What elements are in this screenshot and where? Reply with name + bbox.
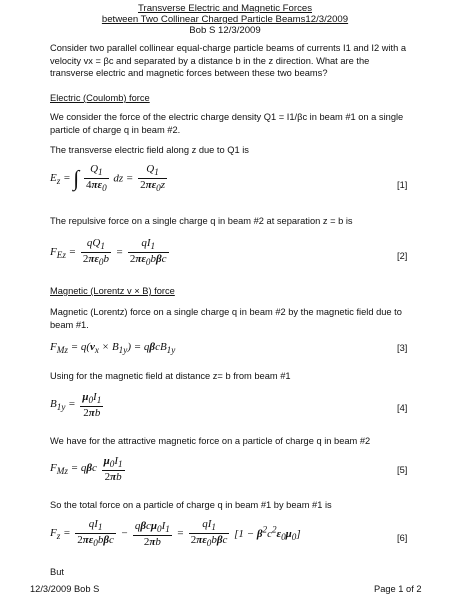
- equation-4-number: [4]: [397, 403, 408, 413]
- equation-1-number: [1]: [397, 180, 408, 190]
- equation-6-number: [6]: [397, 533, 408, 543]
- equation-5-number: [5]: [397, 465, 408, 475]
- equation-1: $E_z$ = ∫ $\frac{Q_1}{4\pi\varepsilon_0}$ dz = $\frac{Q_1}{2\pi\varepsilon_0z}$: [50, 163, 165, 194]
- electric-paragraph-3: The repulsive force on a single charge q in beam #2 at separation z = b is: [50, 216, 353, 226]
- title-line-1: Transverse Electric and Magnetic Forces: [138, 3, 312, 14]
- title-line-2: between Two Collinear Charged Particle Beams12/3/2009: [101, 14, 349, 25]
- but-paragraph: But: [50, 567, 64, 577]
- equation-4: $B_{1y}$ = $\frac{\mu_0I_1}{2\pi b}$: [50, 391, 102, 420]
- equation-3: $F_{Mz} = q(v_x \times B_{1y}) = q\beta cB_{1y}$: [50, 341, 176, 356]
- magnetic-paragraph-1: Magnetic (Lorentz) force on a single charge q in beam #2 by the magnetic field due to beam #1.: [50, 307, 402, 330]
- author-line: Bob S 12/3/2009: [189, 25, 261, 36]
- equation-6: $F_z$ = $\frac{qI_1}{2\pi\varepsilon_0b\beta c}$ − $\frac{q\beta c\mu_0I_1}{2\pi b}$ = $\frac{qI_1}{2\pi\varepsilon_0b\beta c}$ $[1 - \beta^2c^2\varepsilon_0\mu_0]$: [50, 518, 301, 549]
- footer-page-number: Page 1 of 2: [374, 584, 422, 594]
- equation-5: $F_{Mz} = q\beta c$ $\frac{\mu_0I_1}{2\pi b}$: [50, 455, 123, 484]
- equation-2: $F_{Ez}$ = $\frac{qQ_1}{2\pi\varepsilon_0b}$ = $\frac{qI_1}{2\pi\varepsilon_0b\beta c}$: [50, 237, 167, 268]
- electric-paragraph-2: The transverse electric field along z due to Q1 is: [50, 145, 249, 155]
- magnetic-paragraph-2: Using for the magnetic field at distance z= b from beam #1: [50, 371, 291, 381]
- magnetic-heading: Magnetic (Lorentz v × B) force: [50, 286, 175, 296]
- magnetic-paragraph-3: We have for the attractive magnetic force on a particle of charge q in beam #2: [50, 436, 371, 446]
- electric-paragraph-1: We consider the force of the electric charge density Q1 = I1/βc in beam #1 on a single particle of charge q in beam #2.: [50, 112, 404, 135]
- equation-3-number: [3]: [397, 343, 408, 353]
- footer-left: 12/3/2009 Bob S: [30, 584, 100, 594]
- equation-2-number: [2]: [397, 251, 408, 261]
- total-force-paragraph: So the total force on a particle of charge q in beam #1 by beam #1 is: [50, 500, 332, 510]
- electric-heading: Electric (Coulomb) force: [50, 93, 150, 103]
- intro-paragraph: Consider two parallel collinear equal-charge particle beams of currents I1 and I2 with a velocity vx = βc and separated by a distance b in the z direction. What are the transverse electric and magnetic forces between these two beams?: [50, 43, 407, 78]
